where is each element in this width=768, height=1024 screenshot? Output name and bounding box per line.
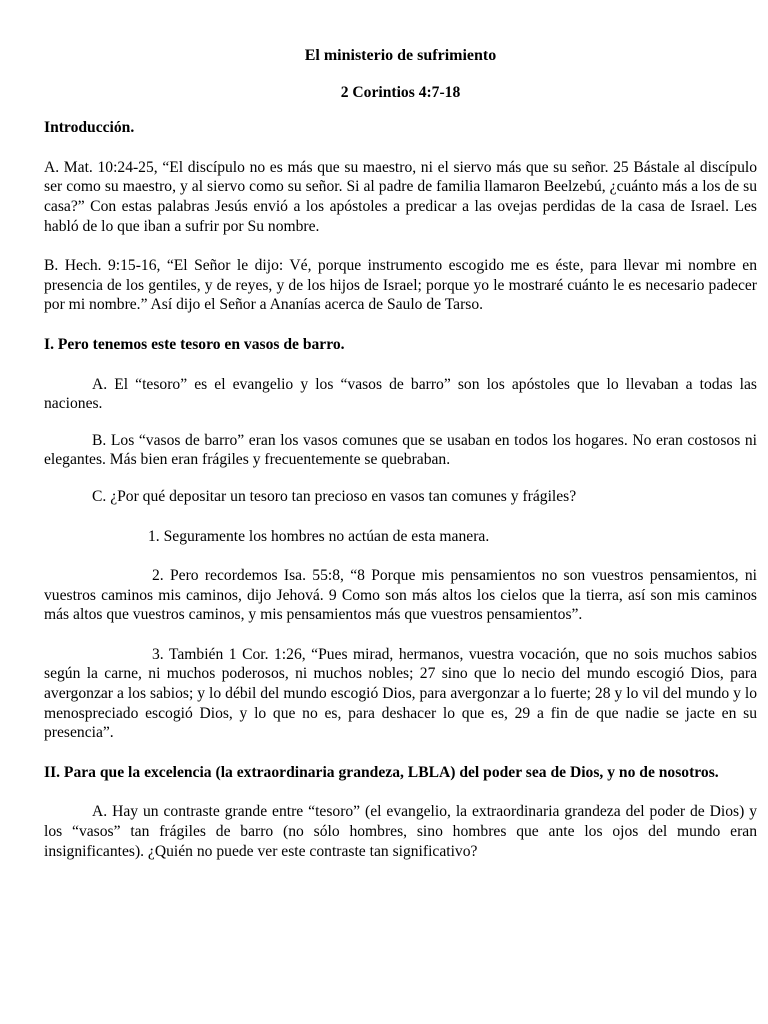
section-2-point-a: A. Hay un contraste grande entre “tesoro” (el evangelio, la extraordinaria grandeza del poder de Dios) y los “vasos” tan frágiles de barro (no sólo hombres, sino hombres que ante los ojos del mundo eran insignificantes). ¿Quién no puede ver este contraste tan significativo? bbox=[44, 803, 757, 860]
section-1-point-a: A. El “tesoro” es el evangelio y los “vasos de barro” son los apóstoles que lo llevaban a todas las naciones. bbox=[44, 375, 757, 413]
document-page bbox=[44, 46, 757, 881]
section-1-point-c-2: 2. Pero recordemos Isa. 55:8, “8 Porque mis pensamientos no son vuestros pensamientos, ni vuestros caminos mis caminos, dijo Jehová. 9 Como son más altos los cielos que la tierra, así son mis caminos más altos que vuestros caminos, y mis pensamientos más que vuestros pensamientos”. bbox=[44, 567, 757, 624]
section-1-heading: I. Pero tenemos este tesoro en vasos de barro. bbox=[44, 335, 345, 353]
intro-heading: Introducción. bbox=[44, 119, 135, 137]
section-2-heading: II. Para que la excelencia (la extraordinaria grandeza, LBLA) del poder sea de Dios, y no de nosotros. bbox=[44, 763, 719, 781]
intro-paragraph-b: B. Hech. 9:15-16, “El Señor le dijo: Vé, porque instrumento escogido me es éste, para llevar mi nombre en presencia de los gentiles, y de reyes, y de los hijos de Israel; porque yo le mostraré cuánto le es necesario padecer por mi nombre.” Así dijo el Señor a Ananías acerca de Saulo de Tarso. bbox=[44, 257, 757, 314]
intro-paragraph-a: A. Mat. 10:24-25, “El discípulo no es más que su maestro, ni el siervo más que su señor. 25 Bástale al discípulo ser como su maestro, y al siervo como su señor. Si al padre de familia llamaron Beelzebú, ¿cuánto más a los de su casa?” Con estas palabras Jesús envió a los apóstoles a predicar a las ovejas perdidas de la casa de Israel. Les habló de lo que iban a sufrir por Su nombre. bbox=[44, 158, 757, 235]
section-1-point-c-3: 3. También 1 Cor. 1:26, “Pues mirad, hermanos, vuestra vocación, que no sois muchos sabios según la carne, ni muchos poderosos, ni muchos nobles; 27 sino que lo necio del mundo escogió Dios, para avergonzar a los sabios; y lo débil del mundo escogió Dios, para avergonzar a lo fuerte; 28 y lo vil del mundo y lo menospreciado escogió Dios, y lo que no es, para deshacer lo que es, 29 a fin de que nadie se jacte en su presencia”. bbox=[44, 645, 757, 742]
scripture-reference: 2 Corintios 4:7-18 bbox=[340, 83, 461, 101]
section-1-point-b: B. Los “vasos de barro” eran los vasos comunes que se usaban en todos los hogares. No eran costosos ni elegantes. Más bien eran frágiles y frecuentemente se quebraban. bbox=[44, 431, 757, 469]
document-title: El ministerio de sufrimiento bbox=[304, 47, 497, 64]
section-1-point-c-1: 1. Seguramente los hombres no actúan de esta manera. bbox=[148, 527, 490, 545]
section-1-point-c: C. ¿Por qué depositar un tesoro tan precioso en vasos tan comunes y frágiles? bbox=[92, 487, 577, 505]
